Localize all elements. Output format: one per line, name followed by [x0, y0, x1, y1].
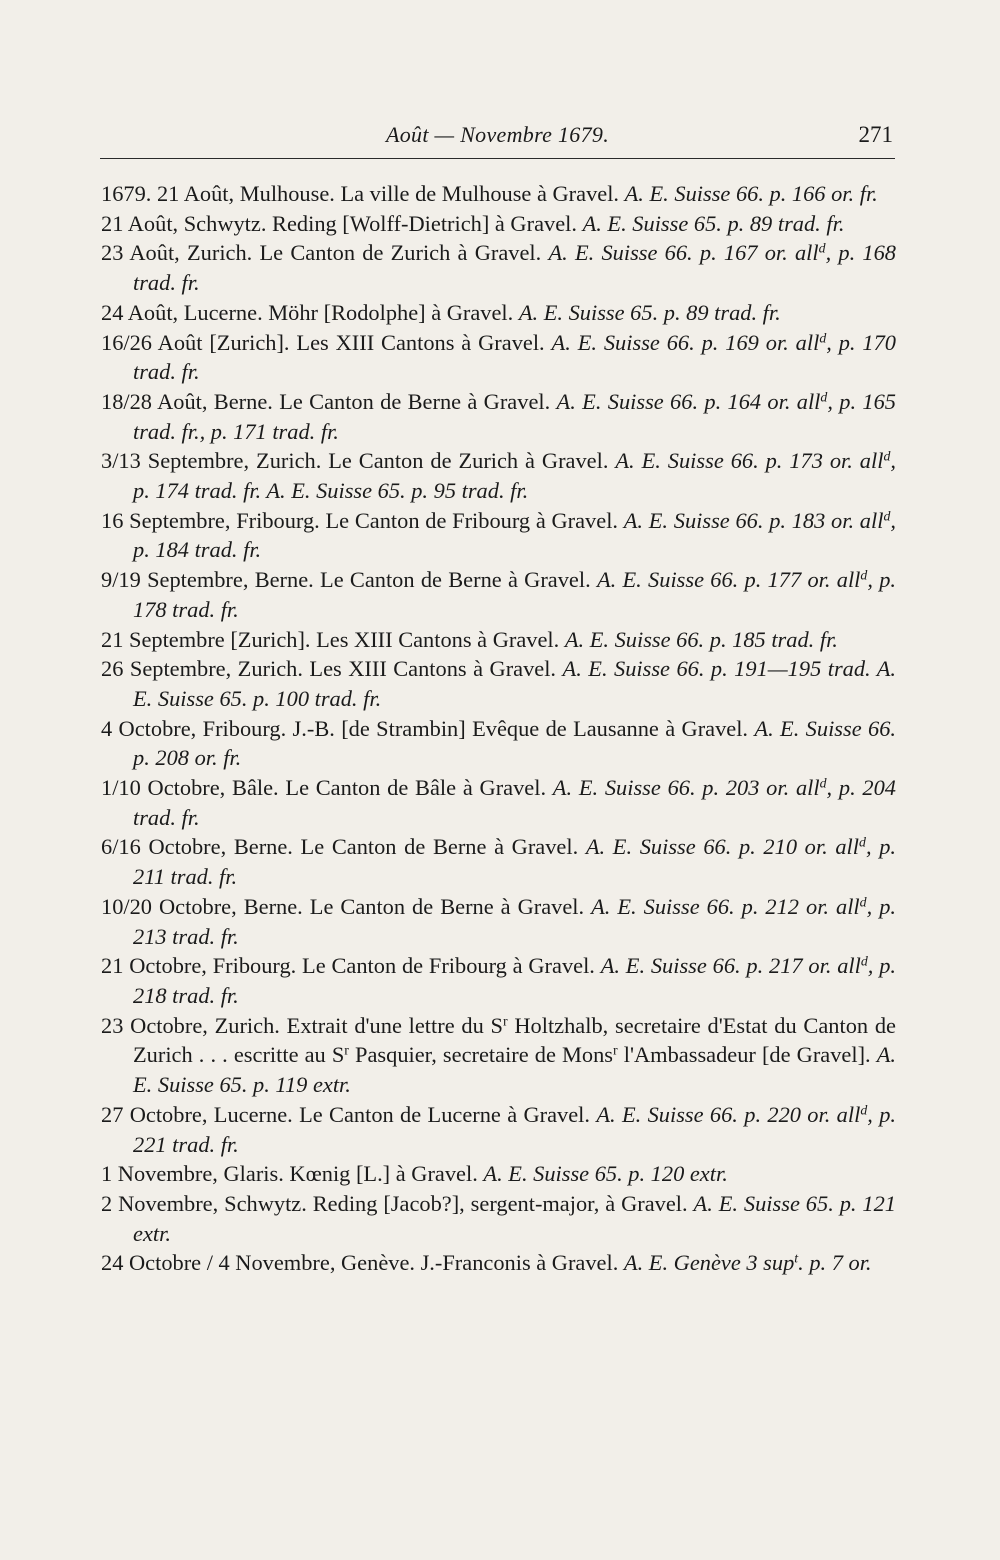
- calendar-entry: [101, 179, 896, 209]
- archive-reference: A. E. Suisse 66. p. 220 or. all: [596, 1101, 861, 1127]
- archive-reference: A. E. Suisse 66. p. 217 or. all: [600, 953, 861, 979]
- superscript: d: [860, 1103, 868, 1119]
- superscript: d: [819, 330, 827, 346]
- superscript: d: [883, 509, 891, 525]
- calendar-entry: [101, 1011, 896, 1100]
- superscript: d: [818, 241, 826, 257]
- superscript: d: [860, 568, 868, 584]
- calendar-entry: [101, 565, 896, 624]
- archive-reference-cont: , p. 178 trad. fr.: [133, 567, 896, 622]
- archive-reference-cont: , p. 204 trad. fr.: [133, 775, 897, 830]
- running-title: Août — Novembre 1679.: [385, 122, 609, 147]
- calendar-entry: [101, 1100, 896, 1159]
- archive-reference: A. E. Suisse 66. p. 185 trad. fr.: [564, 626, 838, 652]
- entry-text: 6/16 Octobre, Berne. Le Canton de Berne à Gravel.: [101, 834, 586, 860]
- entry-text: 10/20 Octobre, Berne. Le Canton de Berne à Gravel.: [101, 893, 592, 919]
- archive-reference-cont: , p. 213 trad. fr.: [133, 893, 896, 949]
- calendar-entry: [101, 209, 896, 239]
- archive-reference: A. E. Suisse 66. p. 210 or. all: [585, 834, 859, 860]
- calendar-entry: [101, 654, 896, 713]
- calendar-entry: [101, 714, 896, 773]
- calendar-entry: [101, 506, 896, 565]
- archive-reference: A. E. Genève 3 sup: [623, 1250, 795, 1276]
- calendar-entry: [101, 387, 896, 446]
- entry-text: 4 Octobre, Fribourg. J.-B. [de Strambin] Evêque de Lausanne à Gravel.: [101, 715, 755, 741]
- archive-reference: A. E. Suisse 65. p. 89 trad. fr.: [518, 299, 781, 325]
- superscript: r: [613, 1043, 618, 1059]
- entry-text: 21 Octobre, Fribourg. Le Canton de Fribourg à Gravel.: [101, 953, 601, 979]
- entry-text: 18/28 Août, Berne. Le Canton de Berne à Gravel.: [101, 388, 557, 414]
- calendar-entries: [101, 179, 896, 1278]
- calendar-entry: [101, 892, 896, 951]
- archive-reference: A. E. Suisse 66. p. 173 or. all: [615, 448, 884, 474]
- page-number: 271: [858, 122, 893, 147]
- archive-reference: A. E. Suisse 66. p. 166 or. fr.: [624, 181, 878, 206]
- superscript: d: [819, 776, 827, 792]
- archive-reference-cont: , p. 170 trad. fr.: [133, 329, 896, 385]
- archive-reference: A. E. Suisse 65. p. 121 extr.: [133, 1190, 896, 1246]
- entry-text: 24 Octobre / 4 Novembre, Genève. J.-Franconis à Gravel.: [101, 1250, 624, 1276]
- entry-text-cont: Pasquier, secretaire de Mons: [348, 1042, 614, 1068]
- archive-reference-cont: , p. 168 trad. fr.: [133, 240, 896, 296]
- archive-reference: A. E. Suisse 66. p. 208 or. fr.: [133, 715, 897, 771]
- superscript: d: [883, 449, 891, 465]
- calendar-entry: [101, 298, 896, 328]
- archive-reference: A. E. Suisse 66. p. 183 or. all: [623, 507, 884, 533]
- archive-reference: A. E. Suisse 66. p. 212 or. all: [591, 893, 860, 919]
- calendar-entry: [101, 1189, 896, 1248]
- calendar-entry: [101, 832, 896, 891]
- entry-text: 24 Août, Lucerne. Möhr [Rodolphe] à Gravel.: [101, 299, 519, 325]
- archive-reference: A. E. Suisse 66. p. 164 or. all: [556, 388, 821, 414]
- archive-reference: A. E. Suisse 65. p. 119 extr.: [133, 1042, 897, 1098]
- archive-reference: A. E. Suisse 66. p. 177 or. all: [596, 567, 861, 593]
- superscript: d: [859, 835, 866, 851]
- entry-text: 2 Novembre, Schwytz. Reding [Jacob?], sergent-major, à Gravel.: [101, 1190, 694, 1216]
- archive-reference: A. E. Suisse 66. p. 191—195 trad. A. E. Suisse 65. p. 100 trad. fr.: [133, 656, 896, 711]
- entry-text-cont: Holtzhalb, secretaire d'Estat du Canton de Zurich . . . escritte au S: [133, 1012, 896, 1068]
- archive-reference: A. E. Suisse 65. p. 89 trad. fr.: [582, 210, 845, 236]
- superscript: d: [820, 390, 828, 406]
- entry-text-cont: l'Ambassadeur [de Gravel].: [617, 1042, 877, 1068]
- entry-text: 21 Septembre [Zurich]. Les XIII Cantons à Gravel.: [101, 626, 565, 652]
- calendar-entry: [101, 951, 896, 1010]
- archive-reference-cont: , p. 174 trad. fr. A. E. Suisse 65. p. 95 trad. fr.: [133, 448, 896, 504]
- entry-text: 21 Août, Schwytz. Reding [Wolff-Dietrich] à Gravel.: [101, 210, 583, 236]
- calendar-entry: [101, 625, 896, 655]
- calendar-entry: [101, 1248, 896, 1278]
- archive-reference-cont: , p. 211 trad. fr.: [133, 834, 896, 890]
- calendar-entry: [101, 773, 896, 832]
- entry-text: 21 Août, Mulhouse. La ville de Mulhouse à Gravel.: [156, 181, 625, 206]
- calendar-entry: [101, 328, 896, 387]
- calendar-entry: [101, 238, 896, 297]
- entry-text: 23 Octobre, Zurich. Extrait d'une lettre du S: [101, 1012, 503, 1038]
- archive-reference-cont: . p. 7 or.: [798, 1250, 872, 1276]
- entry-text: 27 Octobre, Lucerne. Le Canton de Lucerne à Gravel.: [101, 1101, 597, 1127]
- superscript: r: [344, 1043, 349, 1059]
- archive-reference-cont: , p. 184 trad. fr.: [133, 507, 896, 563]
- entry-text: 26 Septembre, Zurich. Les XIII Cantons à Gravel.: [101, 656, 563, 682]
- superscript: d: [859, 895, 867, 911]
- entry-text: 3/13 Septembre, Zurich. Le Canton de Zurich à Gravel.: [101, 448, 616, 474]
- superscript: r: [502, 1014, 508, 1030]
- entry-text: 23 Août, Zurich. Le Canton de Zurich à Gravel.: [101, 240, 549, 266]
- archive-reference: A. E. Suisse 65. p. 120 extr.: [483, 1161, 728, 1187]
- entry-year: 1679.: [101, 181, 157, 206]
- running-head: [100, 118, 895, 159]
- archive-reference-cont: , p. 221 trad. fr.: [133, 1101, 896, 1157]
- archive-reference-cont: , p. 218 trad. fr.: [133, 953, 896, 1008]
- entry-text: 16/26 Août [Zurich]. Les XIII Cantons à Gravel.: [101, 329, 552, 355]
- archive-reference-cont: , p. 165 trad. fr., p. 171 trad. fr.: [133, 388, 896, 444]
- superscript: t: [794, 1251, 799, 1267]
- entry-text: 16 Septembre, Fribourg. Le Canton de Fribourg à Gravel.: [101, 507, 624, 533]
- superscript: d: [860, 954, 868, 970]
- calendar-entry: [101, 1159, 896, 1189]
- archive-reference: A. E. Suisse 66. p. 167 or. all: [548, 240, 819, 266]
- archive-reference: A. E. Suisse 66. p. 203 or. all: [552, 775, 820, 801]
- entry-text: 9/19 Septembre, Berne. Le Canton de Berne à Gravel.: [101, 567, 597, 593]
- entry-text: 1 Novembre, Glaris. Kœnig [L.] à Gravel.: [101, 1161, 484, 1187]
- archive-reference: A. E. Suisse 66. p. 169 or. all: [551, 329, 820, 355]
- entry-text: 1/10 Octobre, Bâle. Le Canton de Bâle à Gravel.: [101, 775, 553, 801]
- calendar-entry: [101, 446, 896, 505]
